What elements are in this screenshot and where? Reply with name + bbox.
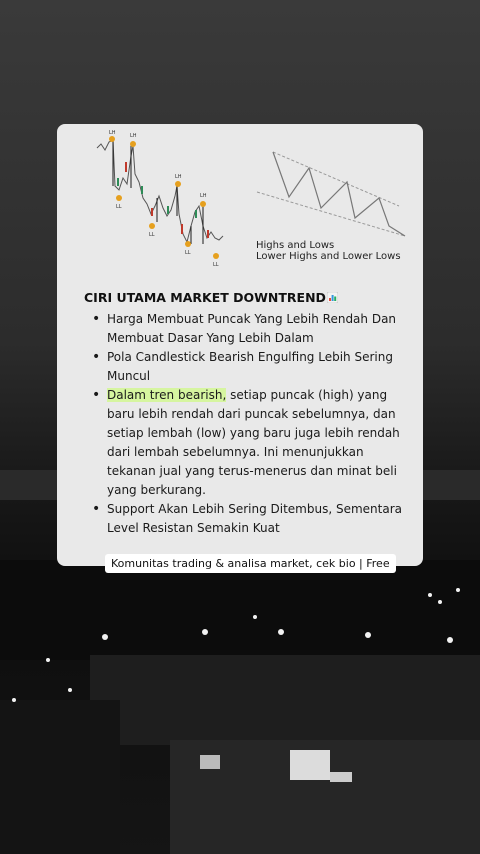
lh-label: LH [200,193,207,199]
list-item: • Pola Candlestick Bearish Engulfing Lebih Sering Muncul [90,348,402,386]
lh-label: LH [130,133,137,139]
ll-label: LL [116,204,122,210]
list-item: • Support Akan Lebih Sering Ditembus, Sementara Level Resistan Semakin Kuat [90,500,402,538]
downtrend-channel-diagram [255,150,407,238]
ll-label: LL [213,262,219,268]
info-card [57,124,423,566]
diagram-caption-line2: Lower Highs and Lower Lows [256,251,401,262]
bar-chart-icon [327,292,338,303]
list-item: • Harga Membuat Puncak Yang Lebih Rendah Dan Membuat Dasar Yang Lebih Dalam [90,310,402,348]
diagram-caption-line1: Highs and Lows [256,240,335,251]
list-item [90,386,402,500]
lh-label: LH [109,130,116,136]
section-heading [84,290,338,305]
caption-sticker: Komunitas trading & analisa market, cek bio | Free [105,554,396,573]
lower-highs-chart [95,126,235,268]
diagram-caption [256,240,401,262]
ll-label: LL [149,232,155,238]
lh-label: LH [175,174,182,180]
ll-label: LL [185,250,191,256]
characteristics-list [90,310,402,538]
heading-text: CIRI UTAMA MARKET DOWNTREND [84,290,326,305]
list-item-text: setiap puncak (high) yang baru lebih rendah dari puncak sebelumnya, dan setiap lembah (low) yang baru juga lebih rendah dari lembah sebelumnya. Ini menunjukkan tekanan jual yang terus-menerus dan minat beli yang berkurang. [107,388,400,497]
highlighted-text: Dalam tren bearish, [107,388,227,402]
